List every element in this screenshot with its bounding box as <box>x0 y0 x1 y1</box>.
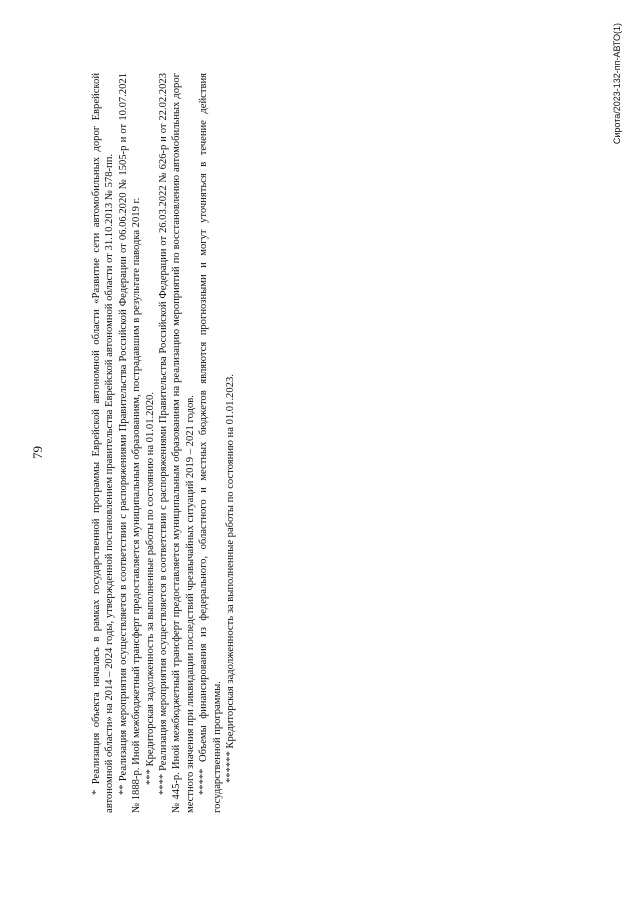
footnote-6: ****** Кредиторская задолженность за выполненные работы по состоянию на 01.01.2023. <box>225 374 237 783</box>
footnote-5: ***** Объемы финансирования из федерального, областного и местных бюджетов являются прогнозными и могут уточняться в течение действия государственной программы. <box>198 73 223 813</box>
footnotes <box>90 73 237 813</box>
document-code: Сирота/2023-132-пп-АВТО(1) <box>612 23 622 145</box>
footnote-4: **** Реализация мероприятия осуществляется в соответствии с распоряжениями Правительства Российской Федерации от 26.03.2022 № 626-р и от 22.02.2023 № 445-р. Иной межбюджетный трансферт предоставляется муниципальным образованиям на реализацию мероприятий по восстановлению автомобильных дорог местного значения при ликвидации последствий чрезвычайных ситуаций 2019 – 2021 годов. <box>158 73 196 813</box>
footnote-1: * Реализация объекта началась в рамках государственной программы Еврейской автономной области «Развитие сети автомобильных дорог Еврейской автономной области» на 2014 – 2024 годы, утвержденной постановлением правительства Еврейской автономной области от 31.10.2013 № 578-пп. <box>91 73 116 813</box>
footnote-3: *** Кредиторская задолженность за выполненные работы по состоянию на 01.01.2020. <box>144 392 156 785</box>
page-number: 79 <box>30 446 45 459</box>
footnote-2: ** Реализация мероприятия осуществляется в соответствии с распоряжениями Правительства Российской Федерации от 06.06.2020 № 1505-р и от 10.07.2021 № 1888-р. Иной межбюджетный трансферт предоставляется муниципальным образованиям, пострадавшим в результате паводка 2019 г. <box>117 73 143 813</box>
